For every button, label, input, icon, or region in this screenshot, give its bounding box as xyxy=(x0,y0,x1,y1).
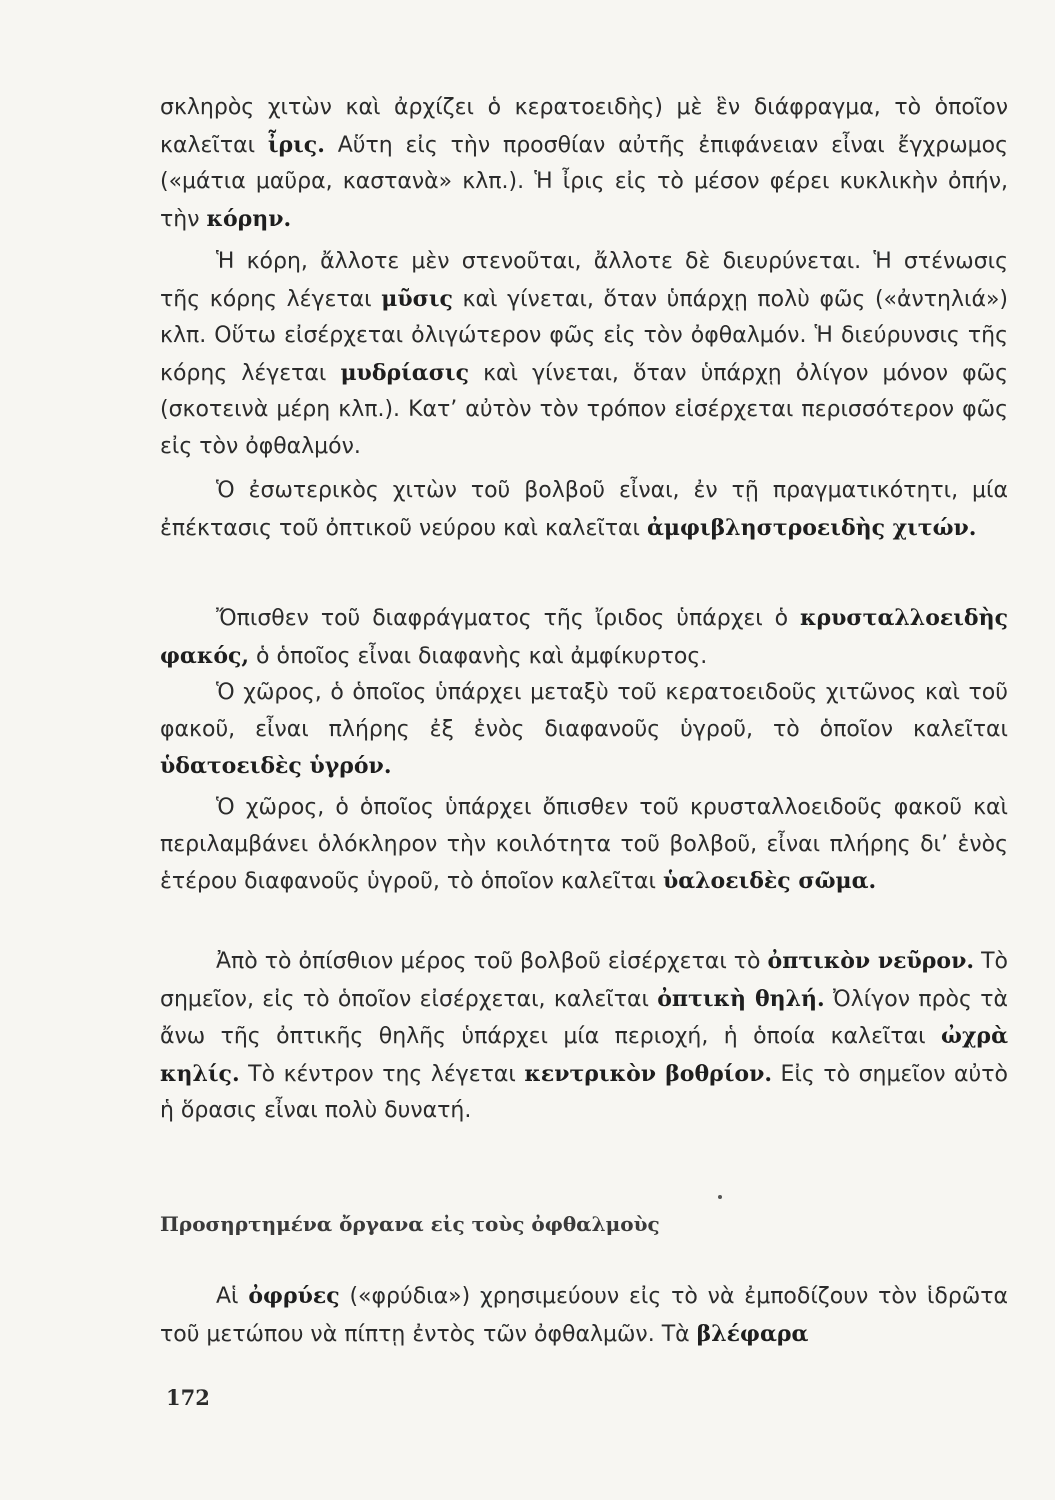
text-run: Τὸ σημεῖον, εἰς τὸ ὁποῖον εἰσέρχεται, καλεῖται xyxy=(160,949,1008,1012)
text-run: («φρύδια») χρησιμεύουν εἰς τὸ νὰ ἐμποδίζουν τὸν ἱδρῶτα τοῦ μετώπου νὰ πίπτῃ ἐντὸς τῶν ὀφθαλμῶν. Τὰ xyxy=(160,1284,1008,1347)
print-speck xyxy=(718,1195,722,1199)
term-vitreous-body: ὑαλοειδὲς σῶμα. xyxy=(662,868,877,894)
paragraph-vitreous xyxy=(160,790,1008,901)
text-run: Εἰς τὸ σημεῖον αὐτὸ ἡ ὅρασις εἶναι πολὺ δυνατή. xyxy=(160,1061,1008,1123)
paragraph-retina xyxy=(160,473,1008,547)
text-run: Ὁ ἐσωτερικὸς χιτὼν τοῦ βολβοῦ εἶναι, ἐν τῇ πραγματικότητι, μία ἐπέκτασις τοῦ ὀπτικοῦ νεύρου καὶ καλεῖται xyxy=(160,478,1008,541)
text-run: Ἡ κόρη, ἄλλοτε μὲν στενοῦται, ἄλλοτε δὲ διευρύνεται. Ἡ στένωσις τῆς κόρης λέγεται xyxy=(160,249,1008,312)
term-iris: ἶρις. xyxy=(267,131,325,158)
term-pupil: κόρην. xyxy=(206,205,292,232)
term-eyelids: βλέφαρα xyxy=(696,1320,809,1347)
term-optic-nerve: ὀπτικὸν νεῦρον. xyxy=(767,948,975,974)
term-fovea: κεντρικὸν βοθρίον. xyxy=(524,1060,773,1087)
text-run: Ὁ χῶρος, ὁ ὁποῖος ὑπάρχει μεταξὺ τοῦ κερατοειδοῦς χιτῶνος καὶ τοῦ φακοῦ, εἶναι πλήρης ἐξ ἑνὸς διαφανοῦς ὑγροῦ, τὸ ὁποῖον καλεῖται xyxy=(160,680,1008,742)
text-run: καὶ γίνεται, ὅταν ὑπάρχῃ πολὺ φῶς («ἀντηλιά») κλπ. Οὕτω εἰσέρχεται ὀλιγώτερον φῶς εἰς τὸν ὀφθαλμόν. Ἡ διεύρυνσις τῆς κόρης λέγεται xyxy=(160,286,1008,386)
term-mydriasis: μυδρίασις xyxy=(340,359,469,386)
text-run: Ὀλίγον πρὸς τὰ ἄνω τῆς ὀπτικῆς θηλῆς ὑπάρχει μία περιοχή, ἡ ὁποία καλεῖται xyxy=(160,986,1008,1049)
paragraph-eyebrows xyxy=(160,1278,1008,1353)
text-run: Ἀπὸ τὸ ὀπίσθιον μέρος τοῦ βολβοῦ εἰσέρχεται τὸ xyxy=(216,949,768,974)
text-run: Ὄπισθεν τοῦ διαφράγματος τῆς ἴριδος ὑπάρχει ὁ xyxy=(216,606,801,631)
text-run: καὶ γίνεται, ὅταν ὑπάρχῃ ὀλίγον μόνον φῶς (σκοτεινὰ μέρη κλπ.). Κατ’ αὐτὸν τὸν τρόπον εἰσέρχεται περισσότερον φῶς εἰς τὸν ὀφθαλμόν. xyxy=(160,360,1008,459)
section-heading: Προσηρτημένα ὄργανα εἰς τοὺς ὀφθαλμοὺς xyxy=(160,1212,660,1236)
paragraph-pupil xyxy=(160,244,1008,465)
term-optic-disc: ὀπτικὴ θηλή. xyxy=(657,985,825,1012)
paragraph-aqueous xyxy=(160,675,1008,786)
text-run: σκληρὸς χιτὼν καὶ ἀρχίζει ὁ κερατοειδὴς) μὲ ἓν διάφραγμα, τὸ ὁποῖον καλεῖται xyxy=(160,95,1008,158)
term-lens: κρυσταλλοειδὴς φακός, xyxy=(160,605,1008,669)
term-macula: ὠχρὰ κηλίς. xyxy=(160,1023,1008,1087)
paragraph-lens xyxy=(160,600,1008,675)
text-run: Αἱ xyxy=(216,1284,249,1309)
text-run: Τὸ κέντρον της λέγεται xyxy=(239,1061,525,1087)
paragraph-iris xyxy=(160,90,1008,238)
text-run: ὁ ὁποῖος εἶναι διαφανὴς καὶ ἀμφίκυρτος. xyxy=(249,643,708,669)
term-miosis: μῦσις xyxy=(381,285,453,312)
paragraph-optic-nerve xyxy=(160,943,1008,1130)
page-number: 172 xyxy=(166,1385,210,1410)
term-retina: ἀμφιβληστροειδὴς χιτών. xyxy=(646,514,977,541)
text-run: Ὁ χῶρος, ὁ ὁποῖος ὑπάρχει ὄπισθεν τοῦ κρυσταλλοειδοῦς φακοῦ καὶ περιλαμβάνει ὁλόκληρον τὴν κοιλότητα τοῦ βολβοῦ, εἶναι πλήρης δι’ ἑνὸς ἑτέρου διαφανοῦς ὑγροῦ, τὸ ὁποῖον καλεῖται xyxy=(160,795,1008,894)
text-run: Αὕτη εἰς τὴν προσθίαν αὐτῆς ἐπιφάνειαν εἶναι ἔγχρωμος («μάτια μαῦρα, καστανὰ» κλπ.). Ἡ ἶρις εἰς τὸ μέσον φέρει κυκλικὴν ὀπήν, τὴν xyxy=(160,132,1008,232)
term-aqueous-humor: ὑδατοειδὲς ὑγρόν. xyxy=(160,753,392,779)
term-eyebrows: ὀφρύες xyxy=(248,1283,340,1309)
